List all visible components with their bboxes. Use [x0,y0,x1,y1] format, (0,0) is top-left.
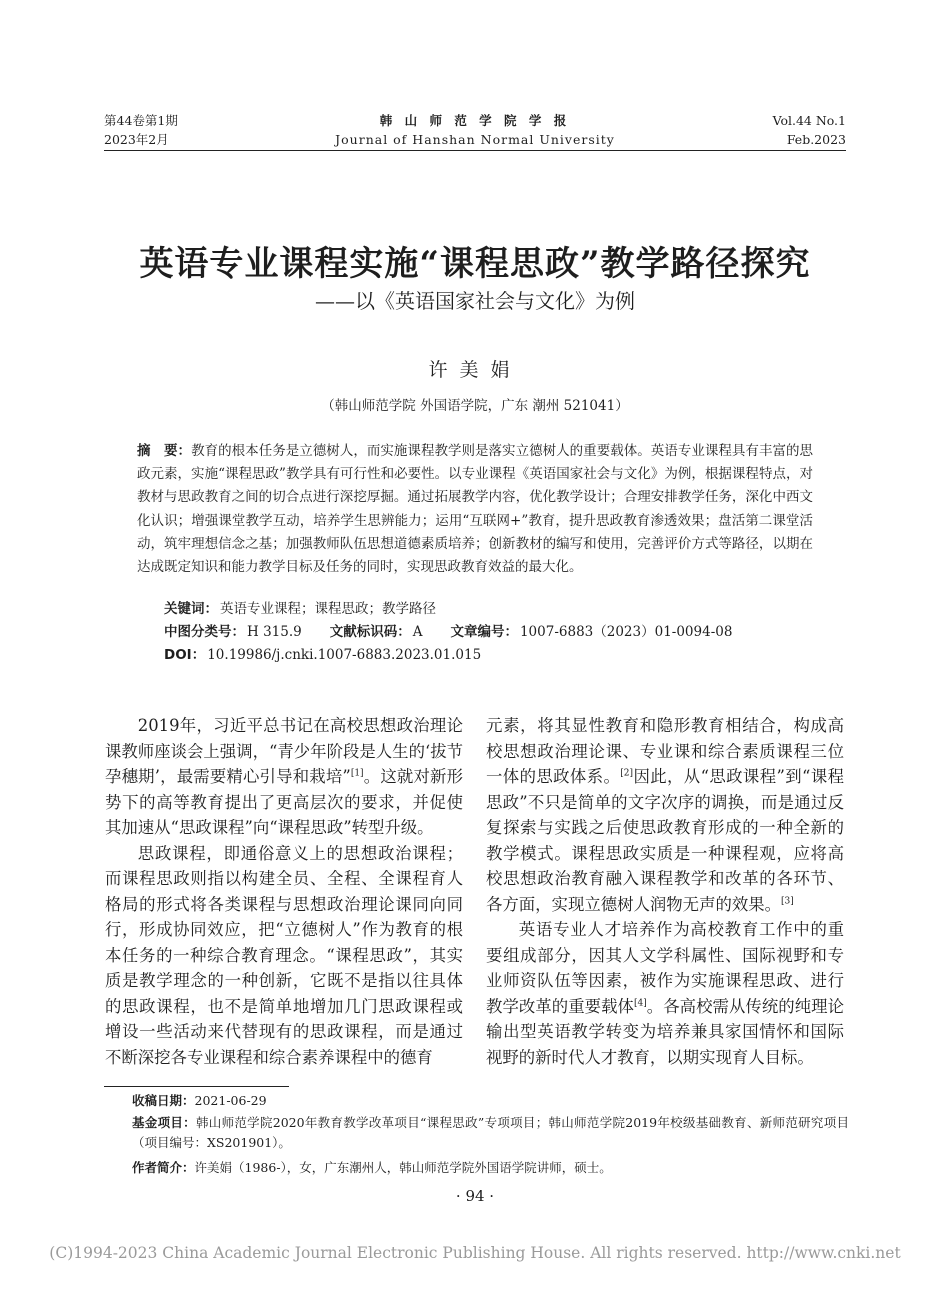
clc-value: H 315.9 [247,624,302,640]
article-subtitle: ——以《英语国家社会与文化》为例 [315,289,635,313]
body-text: 因此，从“思政课程”到“课程思政”不只是简单的文字次序的调换，而是通过反复探索与实践之后使思政教育形成的一种全新的教学模式。课程思政实质是一种课程观，应将高校思想政治教育融入课程教学和改革的各环节、各方面，实现立德树人润物无声的效果。 [486,767,845,914]
body-text: 。这就对新形势下的高等教育提出了更高层次的要求，并促使其加速从“思政课程”向“课程思政”转型升级。 [105,767,464,837]
doi-label: DOI： [164,647,206,663]
abstract-label: 摘 要： [137,443,192,459]
body-paragraph-2-continued [486,713,844,917]
header-date-en: Feb.2023 [786,132,846,147]
header-issue: 第44卷第1期 [104,113,178,128]
article-number-value: 1007-6883（2023）01-0094-08 [519,624,733,640]
citation-1: [1] [350,768,364,779]
citation-3: [3] [781,896,794,907]
classification-line [164,621,732,643]
clc-label: 中图分类号： [164,624,245,640]
body-text: 。各高校需从传统的纯理论输出型英语教学转变为培养兼具家国情怀和国际视野的新时代人才教育，以期实现育人目标。 [486,996,845,1067]
article-number-label: 文章编号： [450,624,518,640]
fund-label: 基金项目： [132,1115,196,1130]
journal-title-cn: 韩 山 师 范 学 院 学 报 [379,113,571,128]
author-affiliation: （韩山师范学院 外国语学院，广东 潮州 521041） [321,398,629,414]
keywords [164,598,436,620]
body-column-right [486,713,844,1070]
abstract [137,440,813,579]
fund-text: 韩山师范学院2020年教育教学改革项目“课程思政”专项项目；韩山师范学院2019年校级基础教育、新师范研究项目（项目编号：XS201901）。 [132,1115,849,1150]
header-date: 2023年2月 [104,132,169,147]
footnote-received [132,1091,877,1111]
page-number: · 94 · [455,1187,495,1205]
author-bio-text: 许美娟（1986-），女，广东潮州人，韩山师范学院外国语学院讲师，硕士。 [194,1160,612,1175]
article-title: 英语专业课程实施“课程思政”教学路径探究 [139,244,811,284]
doc-code-label: 文献标识码： [329,624,411,640]
journal-title-en: Journal of Hanshan Normal University [335,132,615,147]
citation-2: [2] [620,768,634,779]
footnote-fund [132,1113,849,1153]
citation-4: [4] [633,998,647,1009]
received-date: 2021-06-29 [194,1093,267,1108]
body-text: 2019年，习近平总书记在高校思想政治理论课教师座谈会上强调，“青少年阶段是人生的‘拔节孕穗期’，最需要精心引导和栽培” [105,716,463,786]
author-name: 许美娟 [428,359,522,381]
header-rule [104,150,846,151]
body-paragraph-2: 思政课程，即通俗意义上的思想政治课程；而课程思政则指以构建全员、全程、全课程育人格局的形式将各类课程与思想政治理论课同向同行，形成协同效应，把“立德树人”作为教育的根本任务的一种综合教育理念。“课程思政”，其实质是教学理念的一种创新，它既不是指以往具体的思政课程，也不是简单地增加几门思政课程或增设一些活动来代替现有的思政课程，而是通过不断深挖各专业课程和综合素养课程中的德育 [105,843,463,1067]
doi-value: 10.19986/j.cnki.1007-6883.2023.01.015 [207,647,482,663]
header-volume-en: Vol.44 No.1 [772,113,846,128]
author-bio-label: 作者简介： [132,1160,195,1175]
body-text: 英语专业人才培养作为高校教育工作中的重要组成部分，因其人文学科属性、国际视野和专业师资队伍等因素，被作为实施课程思政、进行教学改革的重要载体 [486,920,844,1016]
body-text: 元素，将其显性教育和隐形教育相结合，构成高校思想政治理论课、专业课和综合素质课程三位一体的思政体系。 [486,716,844,786]
keywords-text: 英语专业课程；课程思政；教学路径 [220,601,436,617]
keywords-label: 关键词： [164,601,218,617]
footnote-rule [104,1086,289,1087]
doi-line [164,644,481,666]
body-paragraph-1 [105,713,463,841]
body-column-left [105,713,463,1070]
footnote-author [132,1158,877,1178]
received-label: 收稿日期： [132,1093,195,1108]
abstract-text: 教育的根本任务是立德树人，而实施课程教学则是落实立德树人的重要载体。英语专业课程具有丰富的思政元素，实施“课程思政”教学具有可行性和必要性。以专业课程《英语国家社会与文化》为例，根据课程特点，对教材与思政教育之间的切合点进行深挖厚掘。通过拓展教学内容，优化教学设计；合理安排教学任务，深化中西文化认识；增强课堂教学互动，培养学生思辨能力；运用“互联网+”教育，提升思政教育渗透效果；盘活第二课堂活动，筑牢理想信念之基；加强教师队伍思想道德素质培养；创新教材的编写和使用，完善评价方式等路径，以期在达成既定知识和能力教学目标及任务的同时，实现思政教育效益的最大化。 [137,443,814,576]
copyright-notice: (C)1994-2023 China Academic Journal Electronic Publishing House. All rights reserved. http://www.cnki.net [49,1244,901,1262]
doc-code-value: A [412,624,423,640]
body-paragraph-3 [486,917,844,1070]
